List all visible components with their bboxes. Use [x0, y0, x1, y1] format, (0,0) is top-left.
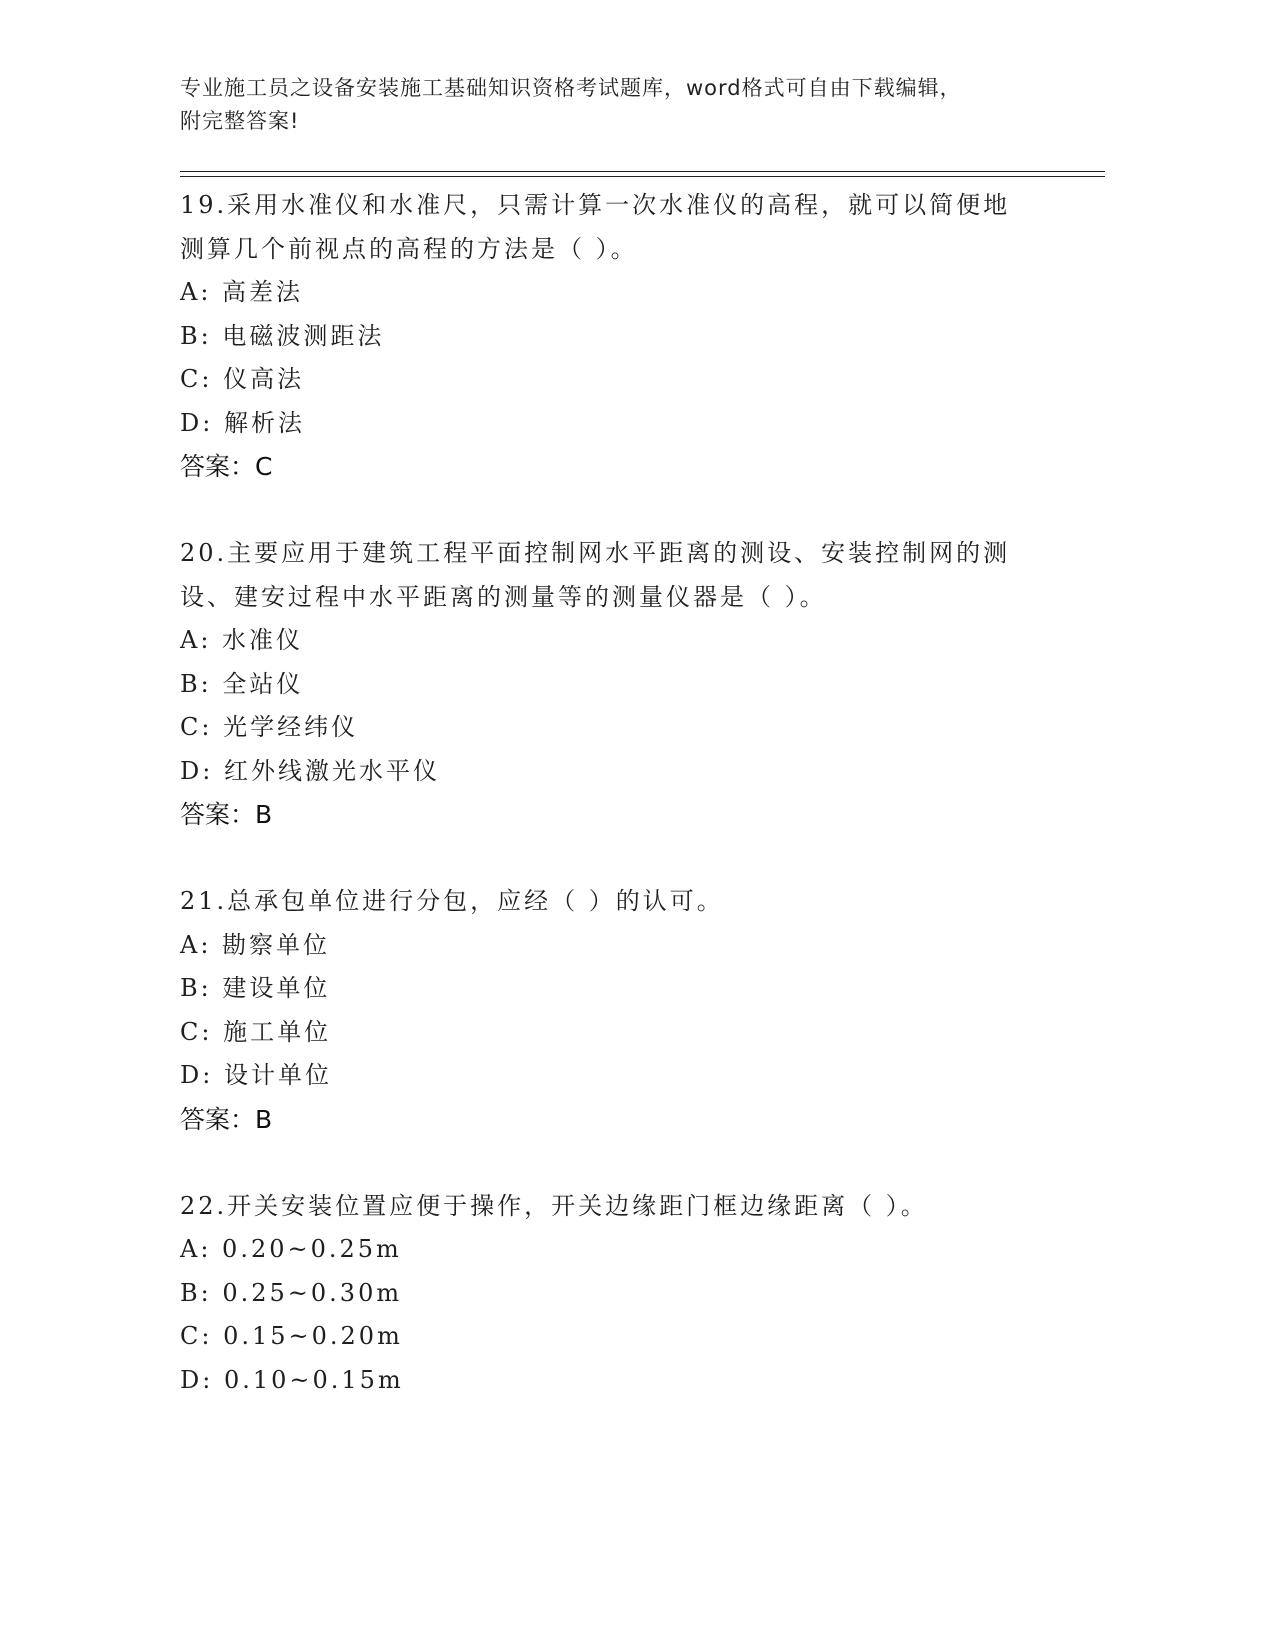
- answer-line: 答案：B: [180, 1104, 273, 1134]
- answer-line: 答案：C: [180, 452, 273, 481]
- option-b: B: 建设单位: [180, 974, 331, 1002]
- option-c: C: 仪高法: [180, 365, 305, 393]
- option-b: B: 电磁波测距法: [180, 321, 385, 350]
- question-stem-line: 21.总承包单位进行分包，应经（ ）的认可。: [180, 887, 724, 915]
- question-stem-line: 22.开关安装位置应便于操作，开关边缘距门框边缘距离（ ）。: [180, 1191, 928, 1220]
- header-divider-top: [180, 171, 1105, 172]
- document-header: [180, 72, 1080, 138]
- option-c: C: 0.15~0.20m: [180, 1322, 403, 1350]
- spacer: [180, 837, 1080, 881]
- question-21: [180, 880, 1080, 1141]
- option-b: B: 0.25~0.30m: [180, 1278, 403, 1307]
- option-d: D: 0.10~0.15m: [180, 1365, 404, 1394]
- option-a: A: 水准仪: [180, 626, 304, 654]
- question-22: [180, 1185, 1080, 1403]
- option-c: C: 光学经纬仪: [180, 713, 359, 741]
- spacer: [180, 489, 1080, 533]
- option-c: C: 施工单位: [180, 1017, 332, 1046]
- header-divider-bottom: [180, 176, 1105, 177]
- question-stem-line: 设、建安过程中水平距离的测量等的测量仪器是（ ）。: [180, 582, 827, 611]
- question-stem-line: 19.采用水准仪和水准尺，只需计算一次水准仪的高程，就可以简便地: [180, 191, 1011, 219]
- option-d: D: 红外线激光水平仪: [180, 756, 440, 785]
- question-stem-line: 20.主要应用于建筑工程平面控制网水平距离的测设、安装控制网的测: [180, 539, 1011, 567]
- question-19: [180, 184, 1080, 489]
- spacer: [180, 1141, 1080, 1185]
- option-d: D: 设计单位: [180, 1061, 332, 1089]
- question-20: [180, 532, 1080, 837]
- header-line-1: 专业施工员之设备安装施工基础知识资格考试题库，word格式可自由下载编辑，: [180, 76, 962, 100]
- option-b: B: 全站仪: [180, 669, 304, 698]
- option-a: A: 勘察单位: [180, 930, 331, 959]
- option-a: A: 0.20~0.25m: [180, 1235, 402, 1263]
- question-stem-line: 测算几个前视点的高程的方法是（ ）。: [180, 234, 638, 263]
- header-line-2: 附完整答案!: [180, 109, 300, 133]
- answer-line: 答案：B: [180, 800, 273, 829]
- option-d: D: 解析法: [180, 408, 305, 437]
- option-a: A: 高差法: [180, 278, 304, 306]
- question-list: [180, 184, 1080, 1402]
